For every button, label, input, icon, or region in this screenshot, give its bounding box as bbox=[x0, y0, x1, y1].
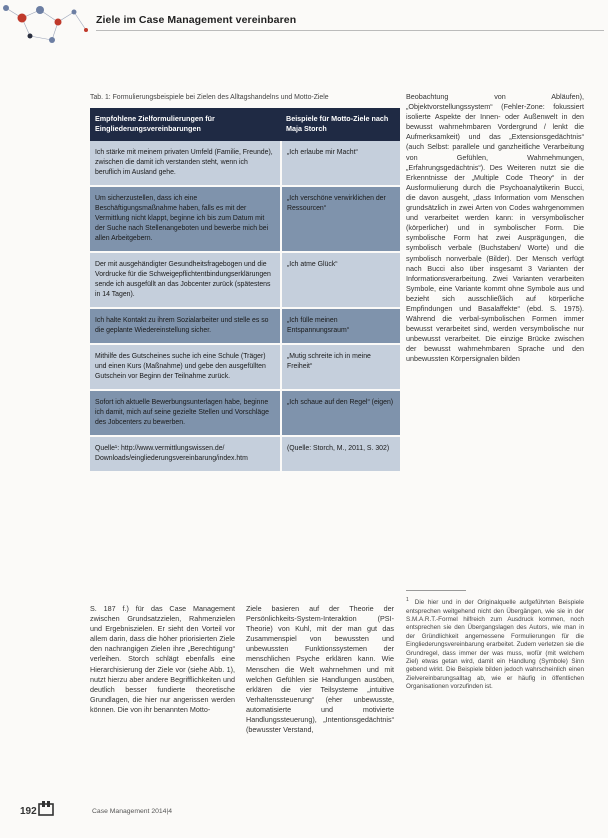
network-dots-decoration bbox=[0, 0, 92, 48]
table-cell-motto: „Ich erlaube mir Macht“ bbox=[281, 141, 400, 186]
table-cell-motto: „Ich verschöne verwirklichen der Ressourcen“ bbox=[281, 186, 400, 252]
page-header-title: Ziele im Case Management vereinbaren bbox=[96, 14, 297, 26]
table-row bbox=[90, 186, 400, 252]
table-cell-formulation: Um sicherzustellen, dass ich eine Beschäftigungsmaßnahme haben, falls es mit der Vermittlung nicht klappt, beginne ich bis zum Datum mit der Suche nach Stellenangeboten und bewerbe mich bei allen Arbeitgebern. bbox=[90, 186, 281, 252]
table-row bbox=[90, 141, 400, 186]
footnote-text: Die hier und in der Originalquelle aufgeführten Beispiele entsprechen weitgehend nicht den Übergängen, wie sie in der S.M.A.R.T.-Formel hilfreich zum Ausdruck kommen, noch entsprechen sie den Übergangslagen des Autors, wie man in der Gründlichkeit angemessene Formulierungen für die Eingliederungsvereinbarung erarbeitet. Zudem verletzen sie die Grundregel, dass immer der was muss, wofür (mit welchem Ziel) etwas getan wird, damit ein Handlung (Symbole) Sinn gebend wirkt. Die Beispiele bilden jedoch wahrscheinlich einen Zielvereinbarungsalltag ab, wie er häufig in öffentlichen Organisationen vorzufinden ist. bbox=[406, 599, 584, 691]
table-source-row bbox=[90, 436, 400, 472]
footnote-marker: 1 bbox=[406, 597, 409, 603]
table-cell-motto: „Ich schaue auf den Regel“ (eigen) bbox=[281, 390, 400, 436]
body-text-bottom-middle: Ziele basieren auf der Theorie der Persönlichkeits-System-Interaktion (PSI-Theorie) von Kuhl, mit der man gut das Zusammenspiel von bewussten und unbewussten Funktionssystemen der menschlichen Psyche erklären kann. Wie Menschen die Welt wahrnehmen und mit welchen Gefühlen sie Handlungen ausüben, erklären die vier Teilsysteme „intuitive Verhaltenssteuerung“ (eher unbewusste, automatisierte und motivierte Handlungssteuerung), „Intentionsgedächtnis“ (bewusster Verstand, bbox=[246, 604, 394, 735]
body-text-bottom-left: S. 187 f.) für das Case Management zwischen Grundsatzzielen, Rahmenzielen und Ergebniszielen. Er sieht den Vorteil vor allem darin, dass die höher priorisierten Ziele den nachrangigen Zielen ihre „Berechtigung“ verleihen. Storch schlägt ebenfalls eine Hierarchisierung der Ziele vor (siehe Abb. 1), nutzt hierzu aber andere Begrifflichkeiten und deutlich besser fundierte theoretische Grundlagen, die hier nur angerissen werden können. Die von ihr benannten Motto- bbox=[90, 604, 235, 714]
footnote-divider bbox=[406, 590, 466, 591]
goals-table bbox=[90, 108, 400, 473]
table-cell-motto: „Ich atme Glück“ bbox=[281, 252, 400, 308]
table-cell-motto: „Mutig schreite ich in meine Freiheit“ bbox=[281, 344, 400, 390]
table-row bbox=[90, 308, 400, 344]
table-caption: Tab. 1: Formulierungsbeispiele bei Zielen des Alltagshandelns und Motto-Ziele bbox=[90, 94, 329, 101]
table-source-citation: (Quelle: Storch, M., 2011, S. 302) bbox=[281, 436, 400, 472]
table-source-link[interactable]: Quelle¹: http://www.vermittlungswissen.de/ Downloads/eingliederungsvereinbarung/index.htm bbox=[90, 436, 281, 472]
page-number: 192 bbox=[20, 806, 37, 817]
footnote bbox=[406, 596, 584, 692]
table-cell-formulation: Der mit ausgehändigter Gesundheitsfragebogen und die Vordrucke für die Schweigepflichtentbindungserklärungen sende ich ausgefüllt an das Jobcenter zurück (spätestens in 14 Tagen). bbox=[90, 252, 281, 308]
table-row bbox=[90, 390, 400, 436]
table-cell-formulation: Mithilfe des Gutscheines suche ich eine Schule (Träger) und einen Kurs (Maßnahme) und gebe den ausgefüllten Gutschein vor Beginn der Teilnahme zurück. bbox=[90, 344, 281, 390]
table-row bbox=[90, 344, 400, 390]
body-text-right-column: Beobachtung von Abläufen), „Objektvorstellungssystem“ (Fehler-Zone: fokussiert isolierte Aspekte der Innen- oder Außenwelt in den bewusst wahrnehmbaren Vordergrund / lenkt die Aufmerksamkeit) und das „Extensionsgedächtnis“ (auch Selbst: parallele und ganzheitliche Verarbeitung von Gefühlen, Wahrnehmungen, „Erfahrungsgedächtnis“). Des Weiteren nutzt sie die Erkenntnisse der „Multiple Code Theory“ in der Ausformulierung durch die Psychoanalytikerin Bucci, die davon ausgeht, „dass Information vom Menschen grundsätzlich in zwei Arten von Codes wahrgenommen und verarbeitet werden kann: in versymbolischer (körperlicher) und in symbolischer Form. Die symbolische Form hat zwei Ausprägungen, die symbolisch verbale (Buchstaben/ Worte) und die symbolisch nonverbale (Bilder). Der Mensch verfügt nach Bucci also über insgesamt 3 Varianten der Informationsverarbeitung. Zwei Varianten verarbeiten Symbole, eine Variante kommt ohne Symbole aus und bezieht sich ausschließlich auf körperliche Empfindungen und Basalaffekte“ (ebd. S. 1975). Während die verbal-symbolischen Formen immer bewusst verarbeitet sind, werden versymbolische nur unbewusst verarbeitet. Die einzige Brücke zwischen der bewusst wahrnehmbaren Sprache und den unbewussten Körpersignalen bilden bbox=[406, 92, 584, 364]
table-cell-motto: „Ich fülle meinen Entspannungsraum“ bbox=[281, 308, 400, 344]
table-cell-formulation: Ich stärke mit meinem privaten Umfeld (Familie, Freunde), zwischen die damit ich verstanden steht, wenn ich beruflich im Ausland gehe. bbox=[90, 141, 281, 186]
header-divider bbox=[96, 30, 604, 31]
journal-logo-icon bbox=[38, 800, 54, 816]
table-row bbox=[90, 252, 400, 308]
journal-name: Case Management 2014|4 bbox=[92, 808, 172, 815]
table-header-col2: Beispiele für Motto-Ziele nach Maja Storch bbox=[281, 108, 400, 141]
table-cell-formulation: Sofort ich aktuelle Bewerbungsunterlagen habe, beginne ich damit, mich auf seine gezielte Stellen und Vorschläge des Jobcenters zu bewerben. bbox=[90, 390, 281, 436]
table-cell-formulation: Ich halte Kontakt zu ihrem Sozialarbeiter und stelle es so die geplante Wiedereinstellung sicher. bbox=[90, 308, 281, 344]
table-header-col1: Empfohlene Zielformulierungen für Eingliederungsvereinbarungen bbox=[90, 108, 281, 141]
